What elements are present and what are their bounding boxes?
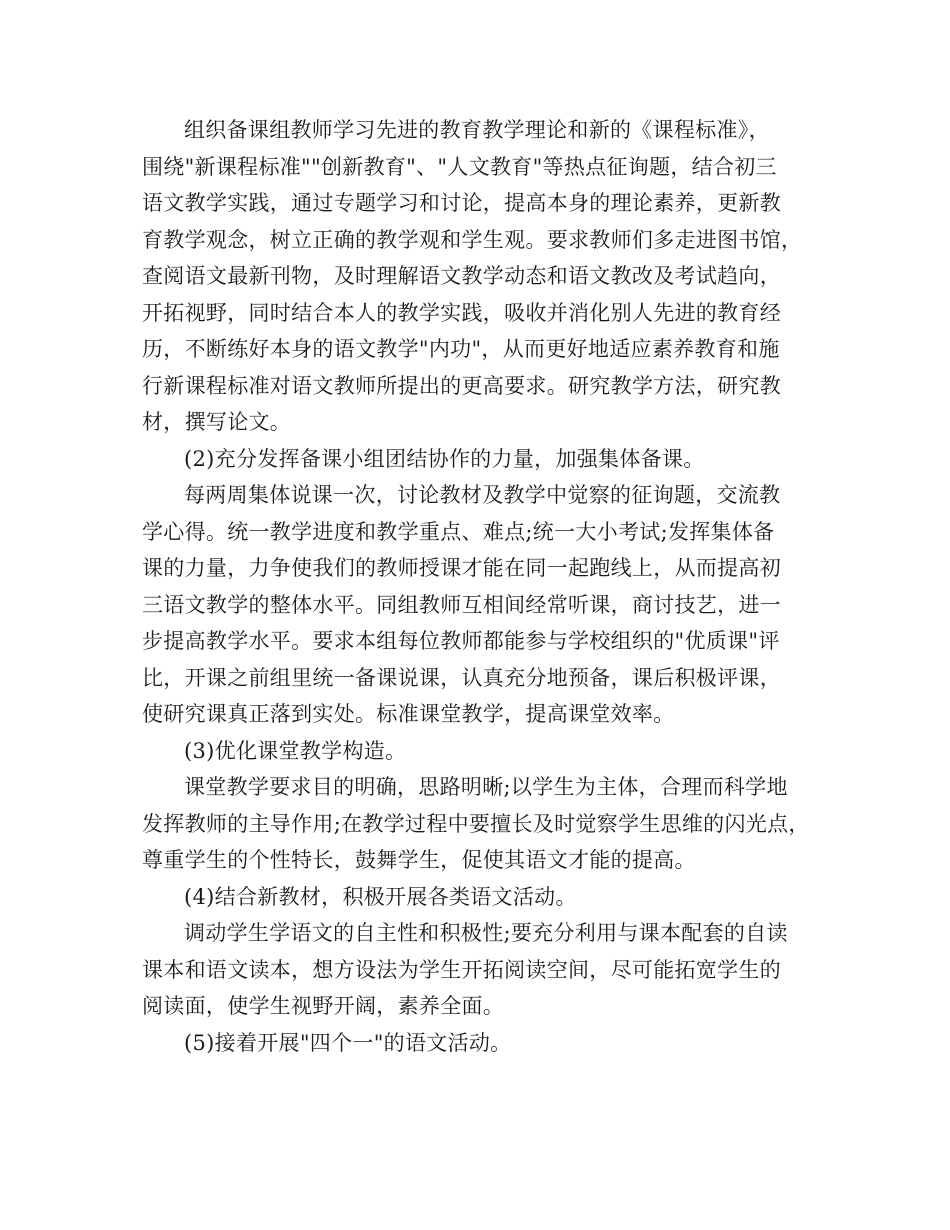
text-line: 调动学生学语文的自主性和积极性;要充分利用与课本配套的自读 (184, 921, 788, 945)
text-line: 课本和语文读本，想方设法为学生开拓阅读空间，尽可能拓宽学生的 (142, 957, 781, 982)
text-line: 每两周集体说课一次，讨论教材及教学中觉察的征询题，交流教 (184, 483, 781, 507)
text-line: 育教学观念，树立正确的教学观和学生观。要求教师们多走进图书馆， (142, 227, 803, 252)
text-line: 语文教学实践，通过专题学习和讨论，提高本身的理论素养，更新教 (142, 191, 781, 215)
text-line: 材，撰写论文。 (142, 410, 292, 434)
text-line: 查阅语文最新刊物，及时理解语文教学动态和语文教改及考试趋向， (142, 264, 781, 288)
text-line: 学心得。统一教学进度和教学重点、难点;统一大小考试;发挥集体备 (142, 519, 775, 544)
text-line: 步提高教学水平。要求本组每位教师都能参与学校组织的"优质课"评 (142, 629, 780, 653)
text-line: 行新课程标准对语文教师所提出的更高要求。研究教学方法，研究教 (142, 373, 781, 398)
text-line: 三语文教学的整体水平。同组教师互相间经常听课，商讨技艺，进一 (142, 592, 781, 617)
text-line: 阅读面，使学生视野开阔，素养全面。 (142, 994, 505, 1018)
text-line: 历，不断练好本身的语文教学"内功"，从而更好地适应素养教育和施 (142, 337, 780, 361)
section-heading: (2)充分发挥备课小组团结协作的力量，加强集体备课。 (184, 446, 705, 471)
text-line: 课的力量，力争使我们的教师授课才能在同一起跑线上，从而提高初 (142, 556, 781, 580)
section-heading: (5)接着开展"四个一"的语文活动。 (184, 1030, 512, 1055)
text-line: 组织备课组教师学习先进的教育教学理论和新的《课程标准》， (184, 118, 770, 142)
text-line: 发挥教师的主导作用;在教学过程中要擅长及时觉察学生思维的闪光点， (142, 811, 810, 836)
section-heading: (4)结合新教材，积极开展各类语文活动。 (184, 884, 577, 909)
text-line: 尊重学生的个性特长，鼓舞学生，促使其语文才能的提高。 (142, 848, 696, 872)
text-line: 围绕"新课程标准""创新教育"、"人文教育"等热点征询题，结合初三 (142, 154, 777, 179)
text-line: 开拓视野，同时结合本人的教学实践，吸收并消化别人先进的教育经 (142, 300, 781, 325)
text-line: 比，开课之前组里统一备课说课，认真充分地预备，课后积极评课， (142, 665, 781, 690)
text-line: 使研究课真正落到实处。标准课堂教学，提高课堂效率。 (142, 702, 675, 726)
section-heading: (3)优化课堂教学构造。 (184, 738, 407, 763)
body-text (142, 112, 832, 1061)
text-line: 课堂教学要求目的明确，思路明晰;以学生为主体，合理而科学地 (184, 775, 788, 799)
